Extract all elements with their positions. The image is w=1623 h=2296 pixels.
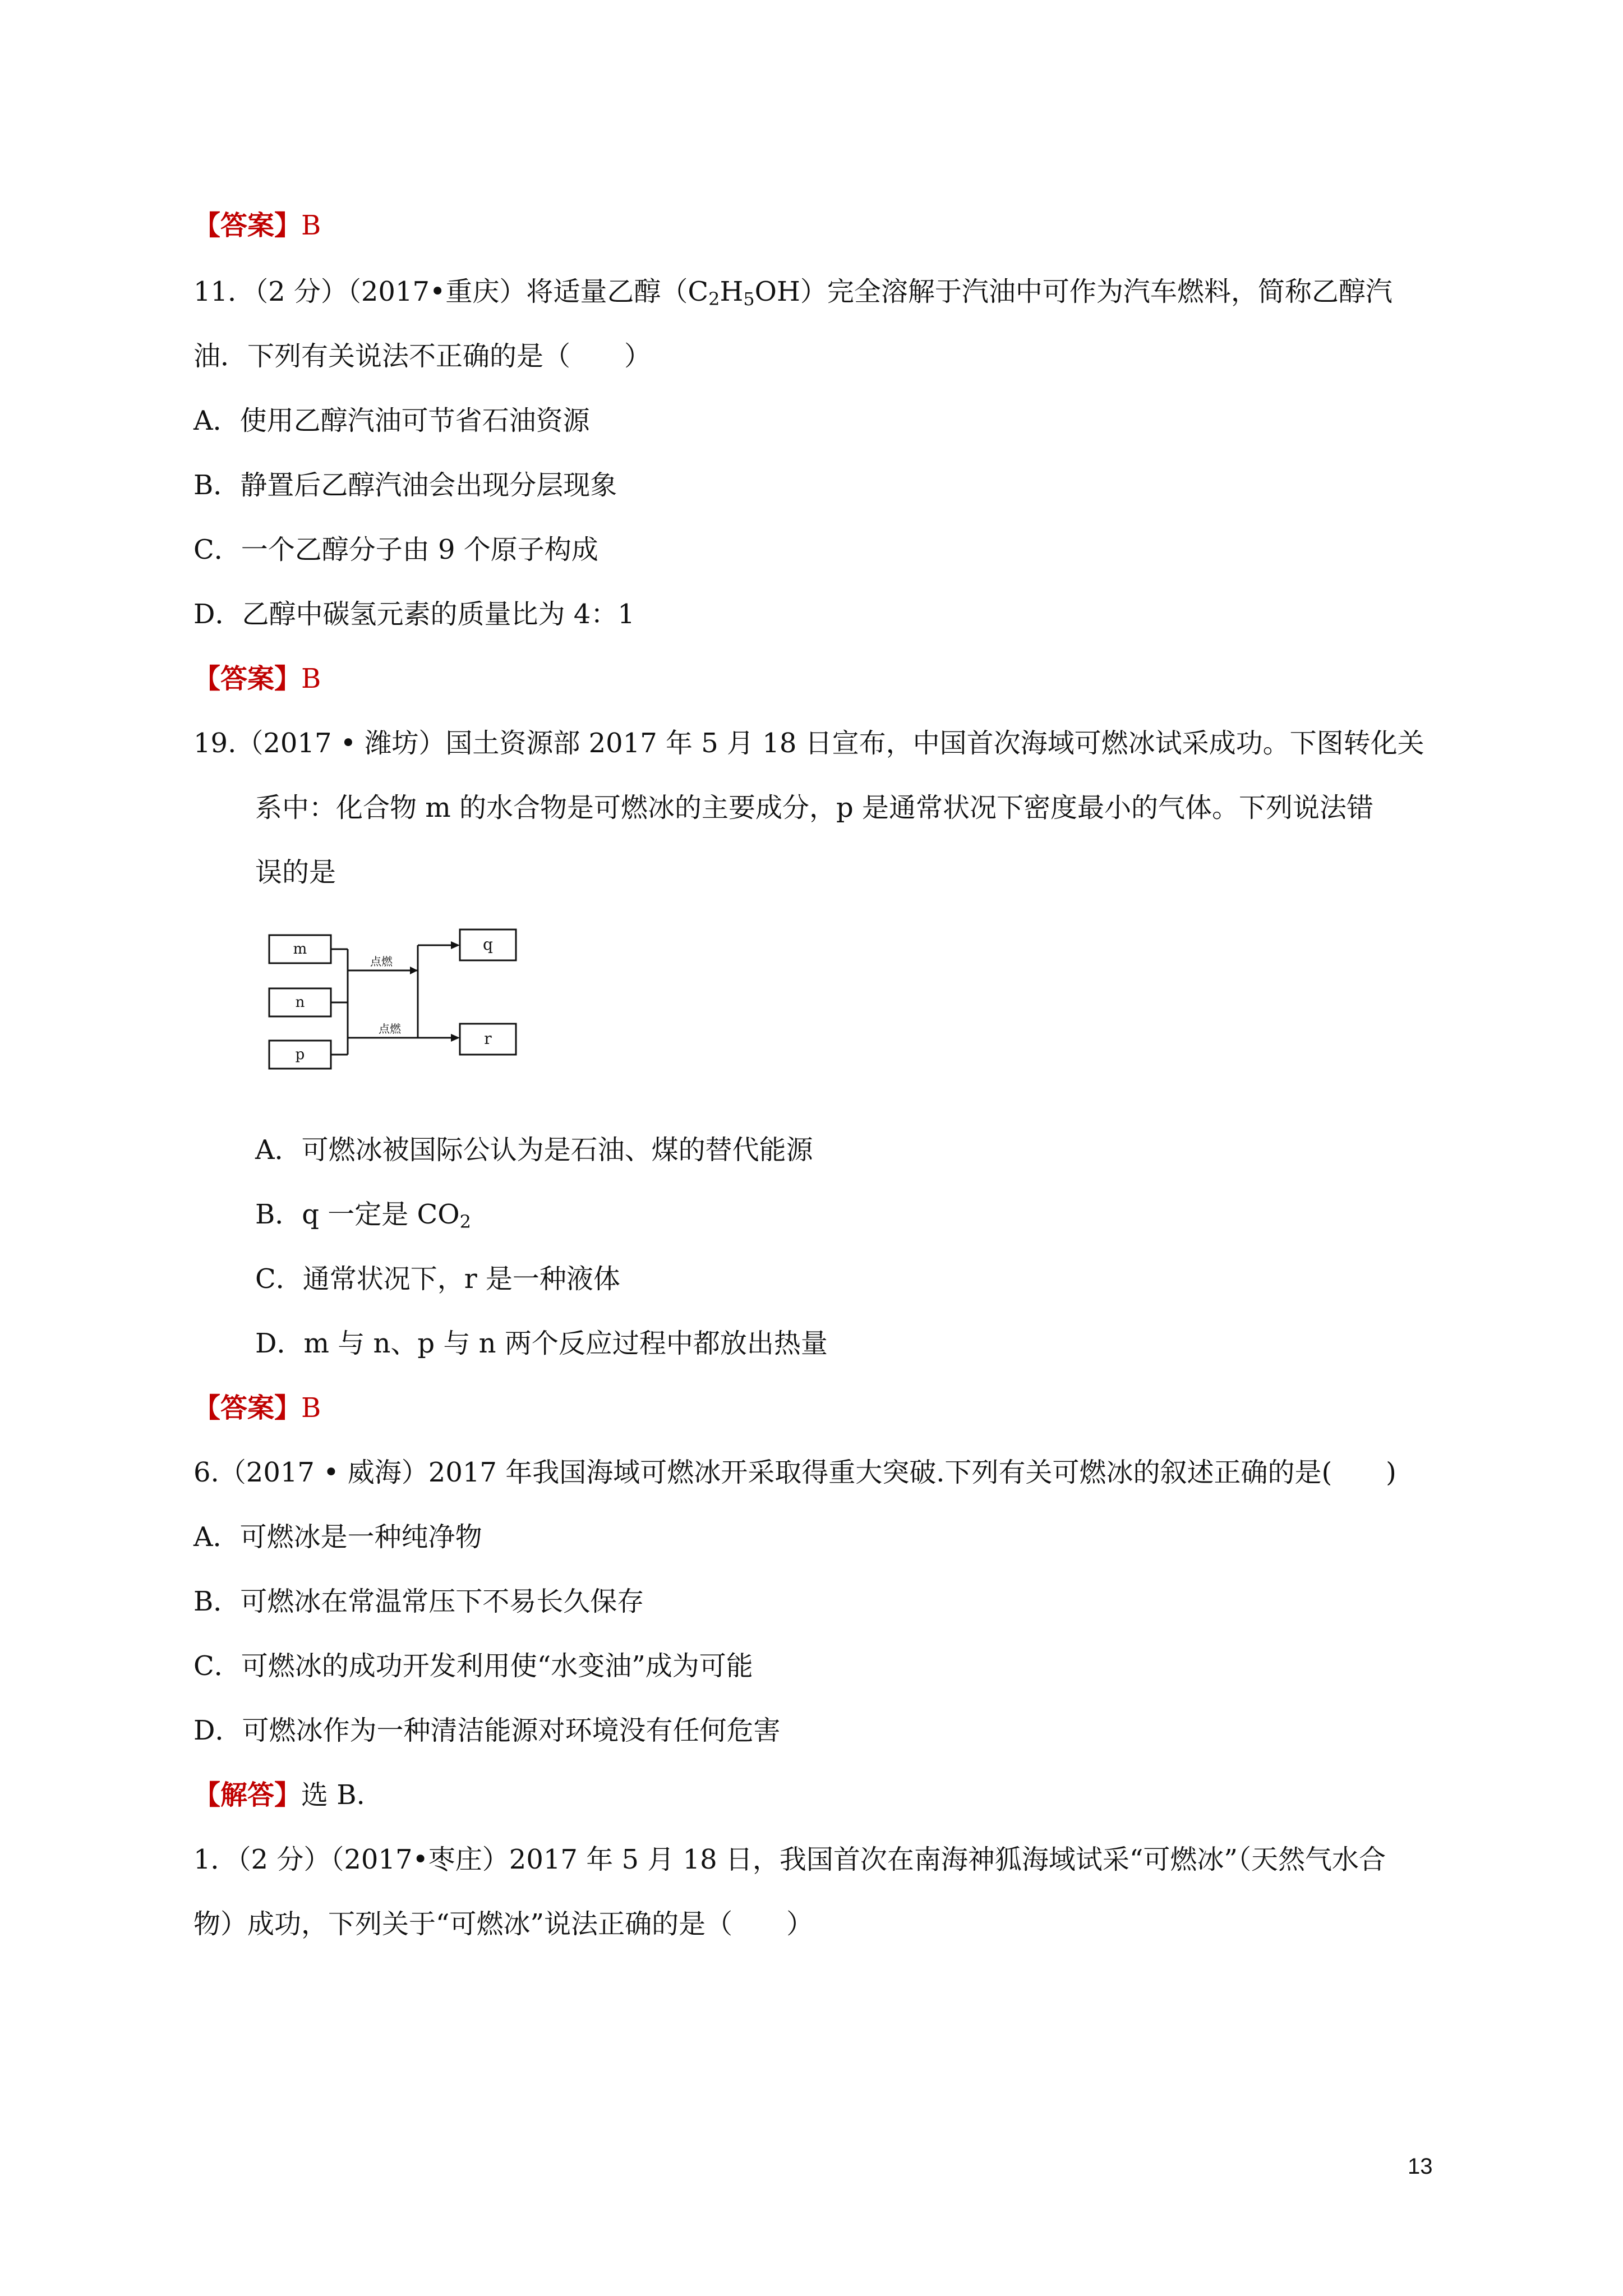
question-11-option-b: B．静置后乙醇汽油会出现分层现象	[193, 470, 617, 501]
question-11-line-1: 11．（2 分）（2017•重庆）将适量乙醇$(C_2H_5OH)$完全溶解于汽油中可作为汽车燃料，简称乙醇汽	[193, 276, 1393, 310]
question-6-option-c: C．可燃冰的成功开发利用使“水变油”成为可能	[193, 1650, 753, 1682]
answer-value: B	[301, 663, 321, 694]
question-19-option-d: D．m 与 n、p 与 n 两个反应过程中都放出热量	[255, 1328, 828, 1359]
question-19-line-2: 系中：化合物 m 的水合物是可燃冰的主要成分，p 是通常状况下密度最小的气体。下列说法错	[255, 792, 1374, 823]
box-q-label: q	[483, 935, 493, 954]
answer-line	[193, 662, 321, 696]
question-19-option-b: B．q 一定是 $CO_2$	[255, 1199, 471, 1232]
solution-label: 【解答】	[193, 1779, 302, 1811]
question-6-option-d: D．可燃冰作为一种清洁能源对环境没有任何危害	[193, 1715, 781, 1746]
question-19-line-1: 19.（2017 • 潍坊）国土资源部 2017 年 5 月 18 日宣布，中国首次海域可燃冰试采成功。下图转化关	[193, 728, 1424, 759]
question-6-option-b: B．可燃冰在常温常压下不易长久保存	[193, 1586, 644, 1617]
question-6-line-1: 6.（2017 • 威海）2017 年我国海域可燃冰开采取得重大突破.下列有关可燃冰的叙述正确的是( )	[193, 1457, 1396, 1488]
solution-value: 选 B.	[301, 1779, 365, 1811]
box-p-label: p	[295, 1046, 305, 1063]
answer-label: 【答案】	[193, 210, 302, 241]
question-19-option-a: A．可燃冰被国际公认为是石油、煤的替代能源	[255, 1134, 813, 1166]
question-11-option-c: C．一个乙醇分子由 9 个原子构成	[193, 534, 598, 565]
question-19-option-c: C．通常状况下，r 是一种液体	[255, 1263, 620, 1295]
answer-line	[193, 209, 321, 242]
box-m-label: m	[293, 941, 307, 958]
page-number: 13	[1408, 2154, 1433, 2179]
question-19-line-3: 误的是	[255, 857, 336, 888]
question-11-option-a: A．使用乙醇汽油可节省石油资源	[193, 405, 590, 436]
reaction-diagram	[264, 923, 544, 1091]
box-r-label: r	[484, 1029, 492, 1048]
answer-label: 【答案】	[193, 1392, 302, 1424]
answer-value: B	[301, 1392, 321, 1424]
answer-line	[193, 1391, 321, 1425]
question-1-line-2: 物）成功，下列关于“可燃冰”说法正确的是（ ）	[193, 1908, 814, 1940]
question-11-option-d: D．乙醇中碳氢元素的质量比为 4：1	[193, 599, 635, 630]
box-n-label: n	[295, 994, 305, 1011]
arrow1-label: 点燃	[370, 955, 393, 968]
answer-label: 【答案】	[193, 663, 302, 694]
question-11-line-2: 油．下列有关说法不正确的是（ ）	[193, 341, 652, 372]
solution-line	[193, 1778, 365, 1812]
question-6-option-a: A．可燃冰是一种纯净物	[193, 1521, 482, 1553]
arrow2-label: 点燃	[379, 1022, 401, 1036]
question-1-line-1: 1．（2 分）（2017•枣庄）2017 年 5 月 18 日，我国首次在南海神狐海域试采“可燃冰”（天然气水合	[193, 1844, 1386, 1875]
answer-value: B	[301, 210, 321, 241]
